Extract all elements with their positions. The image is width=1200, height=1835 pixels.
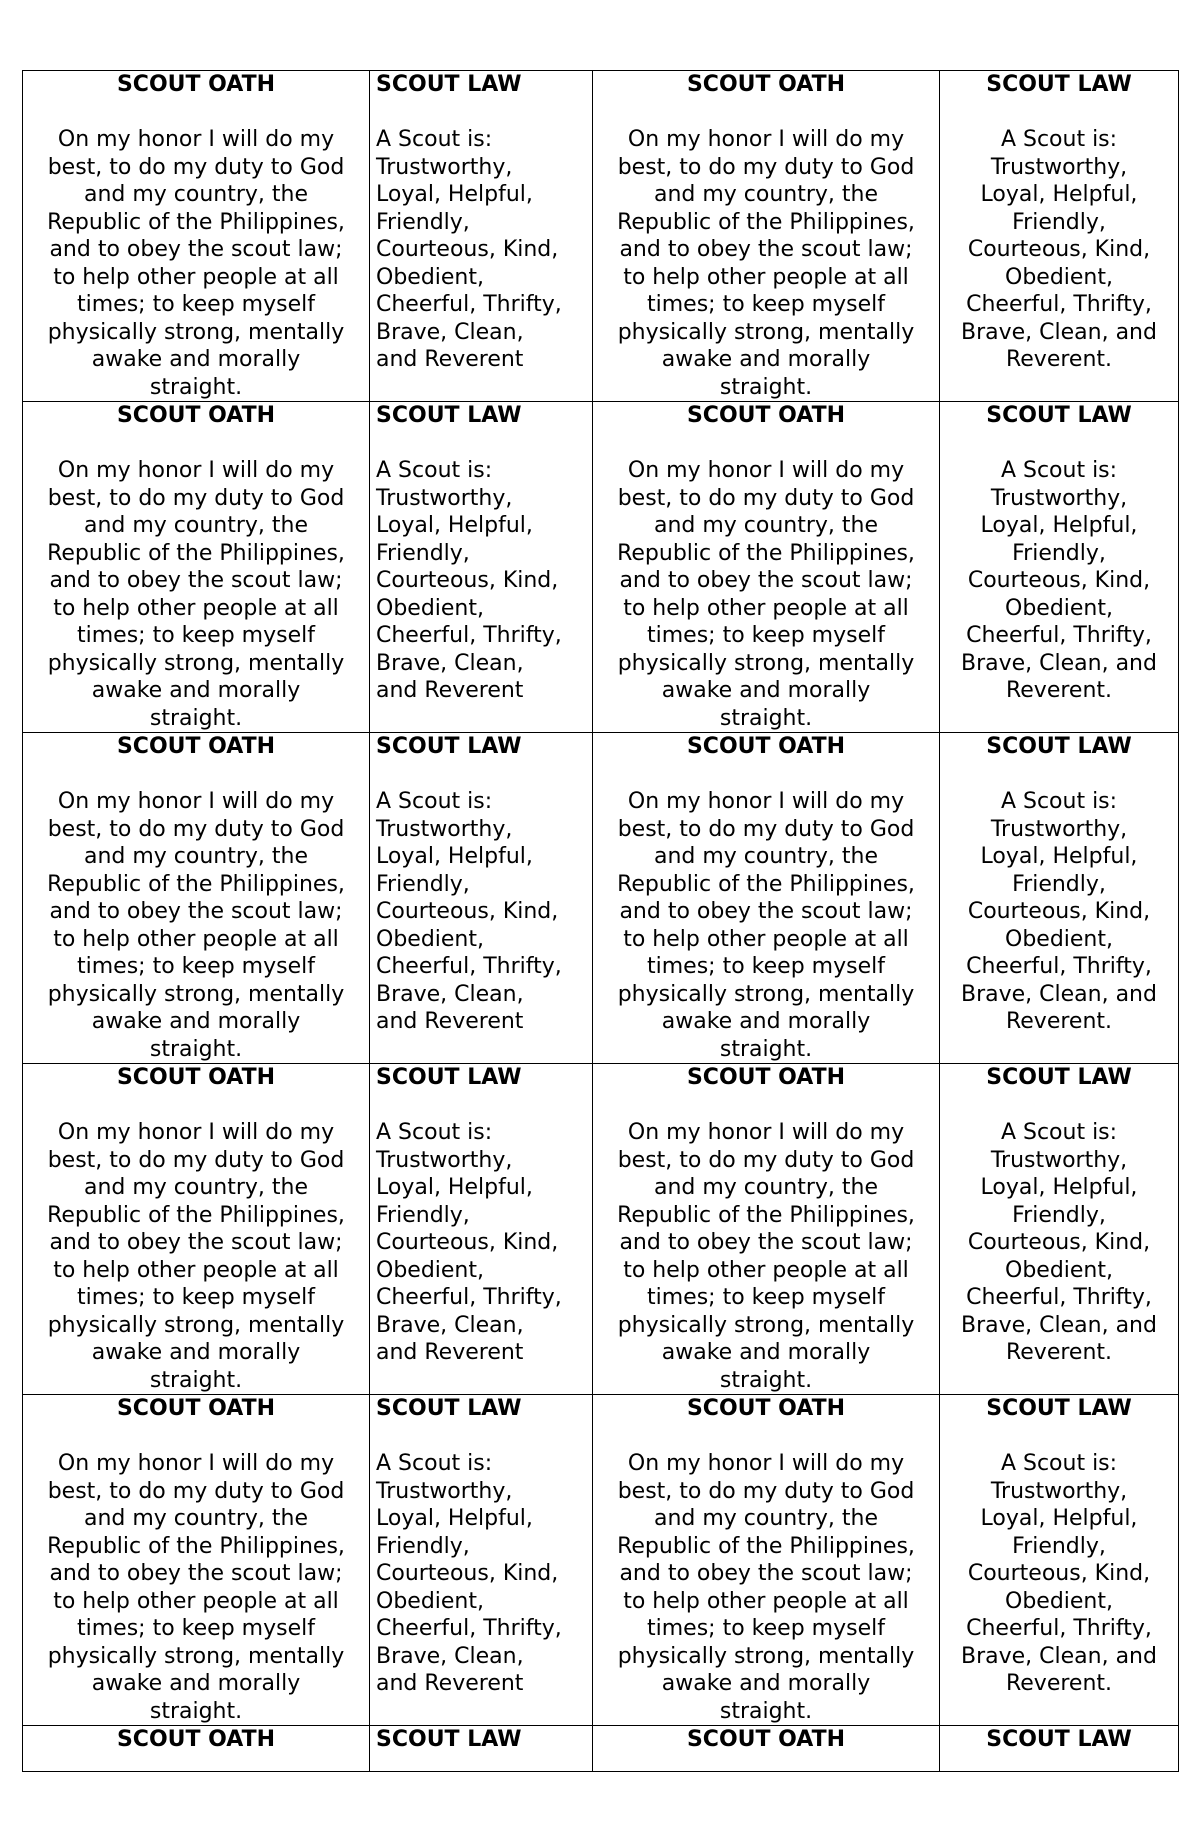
text-line: A Scout is:: [1000, 458, 1118, 483]
text-line: to help other people at all: [53, 264, 339, 290]
text-line: Brave, Clean,: [376, 981, 524, 1007]
text-line: to help other people at all: [623, 1257, 909, 1283]
law-title: SCOUT LAW: [986, 403, 1132, 428]
text-line: physically strong, mentally: [617, 650, 915, 676]
text-line: physically strong, mentally: [47, 319, 345, 345]
text-line: Trustworthy,: [376, 1478, 513, 1504]
text-line: On my honor I will do my: [627, 789, 905, 814]
text-line: to help other people at all: [53, 595, 339, 621]
text-line: Courteous, Kind,: [967, 1561, 1151, 1586]
text-line: to help other people at all: [623, 926, 909, 952]
text-line: Courteous, Kind,: [967, 568, 1151, 593]
text-line: awake and morally: [91, 347, 301, 372]
text-line: to help other people at all: [53, 1257, 339, 1283]
text-line: physically strong, mentally: [617, 319, 915, 345]
text-line: Brave, Clean, and: [961, 319, 1157, 345]
text-line: A Scout is:: [376, 458, 493, 483]
text-line: straight.: [149, 374, 243, 400]
text-line: best, to do my duty to God: [47, 485, 345, 511]
scout-law-card: [940, 1064, 1179, 1395]
text-line: and my country, the: [653, 182, 879, 207]
scout-oath-card: [593, 733, 940, 1064]
text-line: Brave, Clean, and: [961, 650, 1157, 676]
oath-title: SCOUT OATH: [116, 403, 276, 428]
text-line: straight.: [149, 1698, 243, 1724]
text-line: Republic of the Philippines,: [617, 1202, 915, 1228]
text-line: to help other people at all: [53, 1588, 339, 1614]
text-line: Courteous, Kind,: [376, 568, 559, 593]
scout-law-card: [940, 1726, 1179, 1772]
text-line: Brave, Clean, and: [961, 1312, 1157, 1338]
text-line: On my honor I will do my: [57, 789, 335, 814]
law-title: SCOUT LAW: [986, 1396, 1132, 1421]
text-line: awake and morally: [91, 678, 301, 703]
law-title: SCOUT LAW: [376, 1727, 522, 1752]
scout-law-card: [370, 71, 593, 402]
law-text: [376, 1450, 586, 1698]
oath-title: SCOUT OATH: [116, 72, 276, 97]
text-line: times; to keep myself: [647, 1285, 885, 1310]
text-line: physically strong, mentally: [47, 1643, 345, 1669]
scout-law-card: [370, 1726, 593, 1772]
text-line: A Scout is:: [376, 789, 493, 814]
text-line: straight.: [719, 1698, 813, 1724]
text-line: and to obey the scout law;: [619, 1561, 913, 1586]
text-line: times; to keep myself: [647, 623, 885, 648]
text-line: Brave, Clean,: [376, 319, 524, 345]
law-title: SCOUT LAW: [376, 403, 522, 428]
text-line: physically strong, mentally: [617, 1643, 915, 1669]
scout-oath-card: [23, 733, 370, 1064]
text-line: Republic of the Philippines,: [617, 540, 915, 566]
text-line: Friendly,: [376, 871, 470, 897]
text-line: Trustworthy,: [990, 1478, 1128, 1504]
text-line: Loyal, Helpful,: [376, 182, 533, 207]
text-line: and my country, the: [83, 182, 309, 207]
law-title: SCOUT LAW: [376, 1396, 522, 1421]
law-title: SCOUT LAW: [986, 72, 1132, 97]
law-text: [376, 126, 586, 374]
text-line: times; to keep myself: [647, 292, 885, 317]
text-line: Obedient,: [376, 1257, 484, 1283]
text-line: times; to keep myself: [77, 623, 315, 648]
text-line: physically strong, mentally: [47, 1312, 345, 1338]
scout-oath-card: [593, 1395, 940, 1726]
card-row: [23, 1064, 1179, 1395]
law-text: [946, 126, 1172, 374]
text-line: On my honor I will do my: [627, 1120, 905, 1145]
text-line: Courteous, Kind,: [967, 237, 1151, 262]
oath-title: SCOUT OATH: [116, 1396, 276, 1421]
oath-title: SCOUT OATH: [116, 1065, 276, 1090]
text-line: Trustworthy,: [376, 816, 513, 842]
text-line: Obedient,: [376, 926, 484, 952]
text-line: straight.: [149, 1036, 243, 1062]
text-line: Republic of the Philippines,: [47, 209, 345, 235]
text-line: best, to do my duty to God: [617, 1147, 915, 1173]
text-line: and my country, the: [83, 1506, 309, 1531]
scout-law-card: [940, 733, 1179, 1064]
oath-title: SCOUT OATH: [686, 72, 846, 97]
scout-oath-card: [593, 402, 940, 733]
text-line: awake and morally: [91, 1340, 301, 1365]
text-line: Trustworthy,: [376, 1147, 513, 1173]
text-line: times; to keep myself: [647, 1616, 885, 1641]
text-line: straight.: [719, 374, 813, 400]
scout-law-card: [940, 1395, 1179, 1726]
oath-title: SCOUT OATH: [686, 403, 846, 428]
text-line: and to obey the scout law;: [619, 237, 913, 262]
text-line: and to obey the scout law;: [49, 1561, 343, 1586]
text-line: Cheerful, Thrifty,: [966, 1285, 1152, 1310]
text-line: A Scout is:: [1000, 1451, 1118, 1476]
text-line: Trustworthy,: [376, 154, 513, 180]
text-line: Cheerful, Thrifty,: [376, 1616, 562, 1641]
text-line: Friendly,: [1012, 1202, 1106, 1228]
text-line: A Scout is:: [376, 1120, 493, 1145]
oath-title: SCOUT OATH: [686, 1727, 846, 1752]
text-line: Reverent.: [1005, 1340, 1113, 1365]
text-line: and Reverent: [376, 347, 524, 372]
text-line: and to obey the scout law;: [619, 1230, 913, 1255]
text-line: Friendly,: [376, 1202, 470, 1228]
text-line: and to obey the scout law;: [49, 237, 343, 262]
text-line: Obedient,: [1005, 264, 1113, 290]
text-line: Trustworthy,: [990, 816, 1128, 842]
text-line: Courteous, Kind,: [376, 1230, 559, 1255]
text-line: Courteous, Kind,: [376, 237, 559, 262]
text-line: Republic of the Philippines,: [47, 540, 345, 566]
oath-title: SCOUT OATH: [116, 1727, 276, 1752]
text-line: Obedient,: [1005, 595, 1113, 621]
text-line: and to obey the scout law;: [49, 899, 343, 924]
text-line: Friendly,: [1012, 871, 1106, 897]
text-line: physically strong, mentally: [617, 981, 915, 1007]
oath-title: SCOUT OATH: [116, 734, 276, 759]
law-text: [376, 1119, 586, 1367]
text-line: Republic of the Philippines,: [617, 1533, 915, 1559]
text-line: best, to do my duty to God: [617, 1478, 915, 1504]
card-row: [23, 733, 1179, 1064]
law-title: SCOUT LAW: [376, 734, 522, 759]
text-line: On my honor I will do my: [57, 1451, 335, 1476]
scout-law-card: [940, 71, 1179, 402]
text-line: Cheerful, Thrifty,: [966, 292, 1152, 317]
text-line: Obedient,: [1005, 1257, 1113, 1283]
text-line: awake and morally: [661, 1009, 871, 1034]
card-row: [23, 71, 1179, 402]
text-line: Courteous, Kind,: [376, 899, 559, 924]
text-line: Friendly,: [1012, 540, 1106, 566]
oath-title: SCOUT OATH: [686, 1065, 846, 1090]
text-line: physically strong, mentally: [47, 981, 345, 1007]
text-line: Trustworthy,: [376, 485, 513, 511]
text-line: Obedient,: [1005, 926, 1113, 952]
text-line: times; to keep myself: [77, 292, 315, 317]
text-line: Loyal, Helpful,: [376, 844, 533, 869]
scout-law-card: [370, 402, 593, 733]
text-line: Trustworthy,: [990, 485, 1128, 511]
text-line: and my country, the: [83, 1175, 309, 1200]
text-line: times; to keep myself: [77, 1616, 315, 1641]
text-line: Loyal, Helpful,: [980, 182, 1138, 207]
law-text: [946, 788, 1172, 1036]
text-line: to help other people at all: [623, 595, 909, 621]
text-line: and to obey the scout law;: [49, 1230, 343, 1255]
text-line: Brave, Clean,: [376, 1312, 524, 1338]
scout-oath-card: [23, 1064, 370, 1395]
law-text: [946, 1450, 1172, 1698]
text-line: A Scout is:: [376, 1451, 493, 1476]
text-line: Cheerful, Thrifty,: [376, 292, 562, 317]
text-line: times; to keep myself: [77, 1285, 315, 1310]
text-line: and my country, the: [83, 844, 309, 869]
text-line: Republic of the Philippines,: [47, 871, 345, 897]
text-line: best, to do my duty to God: [47, 816, 345, 842]
oath-title: SCOUT OATH: [686, 734, 846, 759]
text-line: best, to do my duty to God: [617, 816, 915, 842]
text-line: Loyal, Helpful,: [376, 1175, 533, 1200]
oath-text: [29, 1119, 363, 1394]
scout-oath-card: [23, 1726, 370, 1772]
text-line: and to obey the scout law;: [49, 568, 343, 593]
text-line: and my country, the: [653, 1175, 879, 1200]
oath-text: [599, 457, 933, 732]
text-line: Courteous, Kind,: [967, 1230, 1151, 1255]
text-line: A Scout is:: [1000, 127, 1118, 152]
text-line: Courteous, Kind,: [967, 899, 1151, 924]
text-line: best, to do my duty to God: [47, 154, 345, 180]
oath-text: [29, 457, 363, 732]
law-title: SCOUT LAW: [986, 734, 1132, 759]
text-line: Loyal, Helpful,: [980, 1506, 1138, 1531]
text-line: Trustworthy,: [990, 154, 1128, 180]
scout-oath-card: [23, 1395, 370, 1726]
text-line: to help other people at all: [53, 926, 339, 952]
law-title: SCOUT LAW: [986, 1727, 1132, 1752]
text-line: Brave, Clean, and: [961, 981, 1157, 1007]
text-line: and my country, the: [653, 1506, 879, 1531]
text-line: Brave, Clean,: [376, 650, 524, 676]
text-line: awake and morally: [661, 347, 871, 372]
law-text: [946, 1119, 1172, 1367]
oath-text: [599, 1450, 933, 1725]
text-line: to help other people at all: [623, 1588, 909, 1614]
card-row-partial: [23, 1726, 1179, 1772]
law-title: SCOUT LAW: [376, 1065, 522, 1090]
text-line: On my honor I will do my: [57, 458, 335, 483]
text-line: Loyal, Helpful,: [376, 513, 533, 538]
text-line: straight.: [719, 705, 813, 731]
oath-text: [29, 788, 363, 1063]
text-line: Obedient,: [376, 264, 484, 290]
oath-text: [599, 788, 933, 1063]
text-line: and Reverent: [376, 1671, 524, 1696]
card-row: [23, 1395, 1179, 1726]
text-line: Loyal, Helpful,: [376, 1506, 533, 1531]
text-line: On my honor I will do my: [627, 1451, 905, 1476]
scout-card-sheet: [22, 70, 1179, 1772]
text-line: On my honor I will do my: [57, 1120, 335, 1145]
text-line: Cheerful, Thrifty,: [966, 623, 1152, 648]
oath-text: [599, 1119, 933, 1394]
text-line: On my honor I will do my: [627, 127, 905, 152]
text-line: straight.: [149, 1367, 243, 1393]
law-text: [376, 788, 586, 1036]
oath-title: SCOUT OATH: [686, 1396, 846, 1421]
text-line: Loyal, Helpful,: [980, 844, 1138, 869]
text-line: On my honor I will do my: [57, 127, 335, 152]
text-line: awake and morally: [91, 1671, 301, 1696]
scout-oath-card: [23, 402, 370, 733]
text-line: Republic of the Philippines,: [47, 1533, 345, 1559]
text-line: and my country, the: [653, 513, 879, 538]
text-line: awake and morally: [91, 1009, 301, 1034]
text-line: and my country, the: [653, 844, 879, 869]
text-line: Cheerful, Thrifty,: [376, 623, 562, 648]
text-line: Friendly,: [376, 540, 470, 566]
text-line: Obedient,: [1005, 1588, 1113, 1614]
text-line: Loyal, Helpful,: [980, 1175, 1138, 1200]
oath-text: [29, 1450, 363, 1725]
text-line: A Scout is:: [1000, 1120, 1118, 1145]
scout-law-card: [370, 1064, 593, 1395]
scout-oath-card: [23, 71, 370, 402]
text-line: Reverent.: [1005, 347, 1113, 372]
text-line: and Reverent: [376, 1009, 524, 1034]
text-line: Cheerful, Thrifty,: [376, 954, 562, 979]
text-line: On my honor I will do my: [627, 458, 905, 483]
text-line: Friendly,: [376, 1533, 470, 1559]
text-line: best, to do my duty to God: [617, 154, 915, 180]
text-line: A Scout is:: [376, 127, 493, 152]
text-line: Brave, Clean, and: [961, 1643, 1157, 1669]
oath-text: [29, 126, 363, 401]
text-line: Republic of the Philippines,: [617, 209, 915, 235]
text-line: best, to do my duty to God: [47, 1147, 345, 1173]
text-line: and to obey the scout law;: [619, 568, 913, 593]
scout-oath-card: [593, 71, 940, 402]
scout-oath-card: [593, 1726, 940, 1772]
text-line: Republic of the Philippines,: [617, 871, 915, 897]
text-line: times; to keep myself: [77, 954, 315, 979]
text-line: best, to do my duty to God: [47, 1478, 345, 1504]
card-row: [23, 402, 1179, 733]
text-line: Obedient,: [376, 1588, 484, 1614]
text-line: awake and morally: [661, 678, 871, 703]
text-line: physically strong, mentally: [47, 650, 345, 676]
text-line: Friendly,: [1012, 209, 1106, 235]
text-line: Cheerful, Thrifty,: [966, 1616, 1152, 1641]
text-line: and my country, the: [83, 513, 309, 538]
text-line: Trustworthy,: [990, 1147, 1128, 1173]
text-line: and to obey the scout law;: [619, 899, 913, 924]
scout-law-card: [940, 402, 1179, 733]
text-line: and Reverent: [376, 678, 524, 703]
text-line: Reverent.: [1005, 678, 1113, 703]
text-line: awake and morally: [661, 1671, 871, 1696]
scout-law-card: [370, 1395, 593, 1726]
text-line: Republic of the Philippines,: [47, 1202, 345, 1228]
text-line: Cheerful, Thrifty,: [376, 1285, 562, 1310]
text-line: times; to keep myself: [647, 954, 885, 979]
text-line: straight.: [719, 1036, 813, 1062]
text-line: Friendly,: [1012, 1533, 1106, 1559]
text-line: Friendly,: [376, 209, 470, 235]
text-line: best, to do my duty to God: [617, 485, 915, 511]
oath-text: [599, 126, 933, 401]
text-line: Brave, Clean,: [376, 1643, 524, 1669]
text-line: Courteous, Kind,: [376, 1561, 559, 1586]
law-title: SCOUT LAW: [376, 72, 522, 97]
text-line: straight.: [719, 1367, 813, 1393]
text-line: Obedient,: [376, 595, 484, 621]
text-line: straight.: [149, 705, 243, 731]
scout-law-card: [370, 733, 593, 1064]
text-line: physically strong, mentally: [617, 1312, 915, 1338]
text-line: to help other people at all: [623, 264, 909, 290]
text-line: Loyal, Helpful,: [980, 513, 1138, 538]
text-line: and Reverent: [376, 1340, 524, 1365]
law-text: [376, 457, 586, 705]
text-line: awake and morally: [661, 1340, 871, 1365]
scout-oath-card: [593, 1064, 940, 1395]
law-title: SCOUT LAW: [986, 1065, 1132, 1090]
text-line: Reverent.: [1005, 1671, 1113, 1696]
law-text: [946, 457, 1172, 705]
text-line: Reverent.: [1005, 1009, 1113, 1034]
text-line: Cheerful, Thrifty,: [966, 954, 1152, 979]
text-line: A Scout is:: [1000, 789, 1118, 814]
